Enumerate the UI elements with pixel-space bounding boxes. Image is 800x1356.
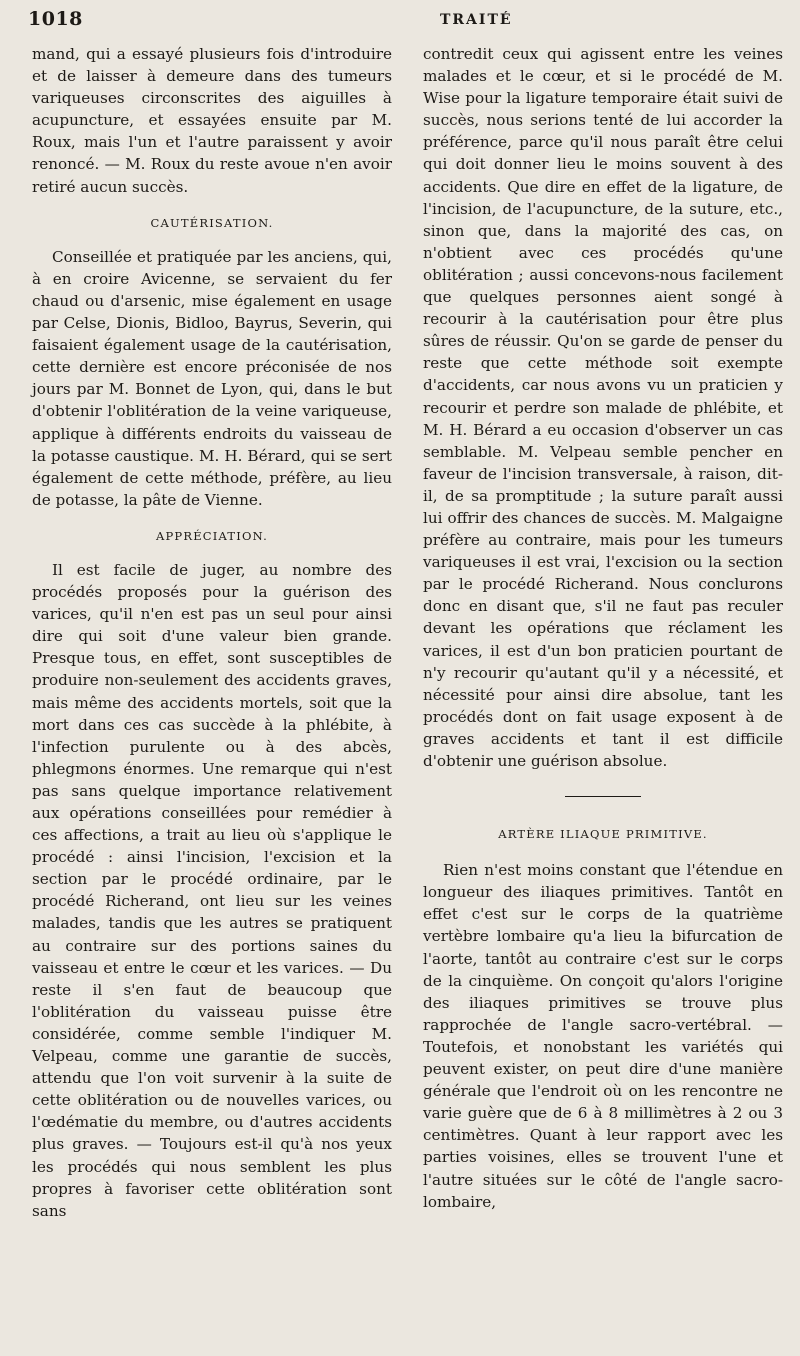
- section-divider: [565, 796, 641, 797]
- page-number: 1018: [28, 8, 83, 30]
- paragraph-appreciation: Il est facile de juger, au nombre des procédés proposés pour la guérison des varices, qu'il n'en est pas un seul pour ainsi dire qui soit d'une valeur bien grande. Presque tous, en effet, sont susceptibles de produire non-seulement des accidents graves, mais même des accidents mortels, soit que la mort dans ces cas succède à la phlébite, à l'infection purulente ou à des abcès, phlegmons énormes. Une remarque qui n'est pas sans quelque importance relativement aux opérations conseillées pour remédier à ces affections, a trait au lieu où s'applique le procédé : ainsi l'incision, l'excision et la section par le procédé ordinaire, par le procédé Richerand, ont lieu sur les veines malades, tandis que les autres se pratiquent au contraire sur des portions saines du vaisseau et entre le cœur et les varices. — Du reste il s'en faut de beaucoup que l'oblitération du vaisseau puisse être considérée, comme semble l'indiquer M. Velpeau, comme une garantie de succès, attendu que l'on voit survenir à la suite de cette oblitération ou de nouvelles varices, ou l'œdématie du membre, ou d'autres accidents plus graves. — Toujours est-il qu'à nos yeux les procédés qui nous semblent les plus propres à favoriser cette oblitération sont sans: [32, 560, 392, 1220]
- paragraph-appreciation-continued: contredit ceux qui agissent entre les veines malades et le cœur, et si le procédé de M. Wise pour la ligature temporaire était suivi de succès, nous serions tenté de lui accorder la préférence, parce qu'il nous paraît être celui qui doit donner lieu le moins souvent à des accidents. Que dire en effet de la ligature, de l'incision, de l'acupuncture, de la suture, etc., sinon que, dans la majorité des cas, on n'obtient avec ces procédés qu'une oblitération ; aussi concevons-nous facilement que quelques personnes aient songé à recourir à la cautérisation pour être plus sûres de réussir. Qu'on se garde de penser du reste que cette méthode soit exempte d'accidents, car nous avons vu un praticien y recourir et perdre son malade de phlébite, et M. H. Bérard a eu occasion d'observer un cas semblable. M. Velpeau semble pencher en faveur de l'incision transversale, à raison, dit-il, de sa promptitude ; la suture paraît aussi lui offrir des chances de succès. M. Malgaigne préfère au contraire, mais pour les tumeurs variqueuses il est vrai, l'excision ou la section par le procédé Richerand. Nous conclurons donc en disant que, s'il ne faut pas reculer devant les opérations que réclament les varices, il est d'un bon praticien pourtant de n'y recourir qu'autant qu'il y a nécessité, et nécessité pour ainsi dire absolue, tant les procédés dont on fait usage exposent à de graves accidents et tant il est difficile d'obtenir une guérison absolue.: [423, 45, 783, 770]
- paragraph-cauterisation: Conseillée et pratiquée par les anciens, qui, à en croire Avicenne, se servaient du fer chaud ou d'arsenic, mise également en usage par Celse, Dionis, Bidloo, Bayrus, Severin, qui faisaient également usage de la cautérisation, cette dernière est encore préconisée de nos jours par M. Bonnet de Lyon, qui, dans le but d'obtenir l'oblitération de la veine variqueuse, applique à différents endroits du vaisseau de la potasse caustique. M. H. Bérard, qui se sert également de cette méthode, préfère, au lieu de potasse, la pâte de Vienne.: [32, 247, 392, 509]
- page-header: [28, 6, 772, 40]
- section-heading-cauterisation: CAUTÉRISATION.: [150, 215, 274, 230]
- running-title: TRAITÉ: [440, 12, 513, 28]
- right-column: [423, 43, 783, 1213]
- left-column: [32, 43, 392, 1222]
- section-heading-appreciation: APPRÉCIATION.: [155, 528, 269, 543]
- section-heading-artere-iliaque: ARTÈRE ILIAQUE PRIMITIVE.: [498, 827, 708, 842]
- paragraph-continuation: mand, qui a essayé plusieurs fois d'introduire et de laisser à demeure dans des tumeurs variqueuses circonscrites des aiguilles à acupuncture, et essayées ensuite par M. Roux, mais l'un et l'autre paraissent y avoir renoncé. — M. Roux du reste avoue n'en avoir retiré aucun succès.: [32, 45, 392, 196]
- paragraph-artere-iliaque: Rien n'est moins constant que l'étendue en longueur des iliaques primitives. Tantôt en effet c'est sur le corps de la quatrième vertèbre lombaire qu'a lieu la bifurcation de l'aorte, tantôt au contraire c'est sur le corps de la cinquième. On conçoit qu'alors l'origine des iliaques primitives se trouve plus rapprochée de l'angle sacro-vertébral. — Toutefois, et nonobstant les variétés qui peuvent exister, on peut dire d'une manière générale que l'endroit où on les rencontre ne varie guère que de 6 à 8 millimètres à 2 ou 3 centimètres. Quant à leur rapport avec les parties voisines, elles se trouvent l'une et l'autre situées sur le côté de l'angle sacro-lombaire,: [423, 861, 783, 1211]
